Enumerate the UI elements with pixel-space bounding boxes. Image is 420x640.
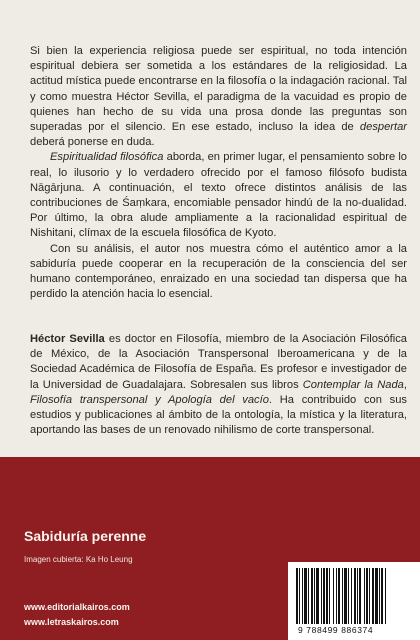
barcode-bar (336, 568, 337, 624)
barcode-bar (344, 568, 347, 624)
barcode-bar (342, 568, 343, 624)
barcode-bar (385, 568, 386, 624)
barcode-bar (308, 568, 309, 624)
barcode-bar (379, 568, 380, 624)
barcode-bar (338, 568, 340, 624)
barcode-bar (357, 568, 358, 624)
cover-credit: Imagen cubierta: Ka Ho Leung (24, 555, 133, 564)
barcode-bar (296, 568, 298, 624)
barcode-bar (329, 568, 330, 624)
synopsis (30, 44, 407, 302)
synopsis-paragraph-2: Espiritualidad filosófica aborda, en primer lugar, el pensamiento sobre lo real, lo ilusorio y lo verdadero ofrecido por el famoso filósofo budista Nāgārjuna. A continuación, el texto ofrece distintos análisis de las contribuciones de Śaṃkara, encomiable pensador hindú de la no-dualidad. Por último, la obra alude ampliamente a la racionalidad espiritual de Nishitani, clímax de la escuela filosófica de Kyoto. (30, 151, 408, 240)
barcode-bar (369, 568, 370, 624)
barcode (288, 562, 420, 640)
synopsis-paragraph-3: Con su análisis, el autor nos muestra cómo el auténtico amor a la sabiduría puede cooperar en la recuperación de la consciencia del ser humano contemporáneo, enraizado en una sociedad tan dispersa que ha perdido la atención hacia lo esencial. (30, 242, 407, 301)
barcode-bar (323, 568, 325, 624)
book-title-2: Filosofía transpersonal y Apología del vacío (30, 393, 269, 406)
author-bio-paragraph: Héctor Sevilla es doctor en Filosofía, miembro de la Asociación Filosófica de México, de la Asociación Transpersonal Iberoamericana y de la Sociedad Académica de Filosofía de España. Es profesor e investigador de la Universidad de Guadalajara. Sobresalen sus libros Contemplar la Nada, Filosofía transpersonal y Apología del vacío. Ha contribuido con sus estudios y publicaciones al ámbito de la ontología, la mística y la literatura, aportando las bases de un renovado nihilismo de corte transpersonal. (30, 333, 408, 437)
barcode-bar (375, 568, 378, 624)
barcode-bar (348, 568, 349, 624)
barcode-bar (351, 568, 352, 624)
barcode-bar (372, 568, 374, 624)
website-link-editorialkairos[interactable]: www.editorialkairos.com (24, 602, 130, 612)
barcode-bar (321, 568, 322, 624)
barcode-bar (316, 568, 319, 624)
barcode-bar (333, 568, 334, 624)
barcode-bar (381, 568, 383, 624)
author-bio (30, 332, 407, 438)
barcode-bar (314, 568, 315, 624)
barcode-bar (366, 568, 368, 624)
barcode-bar (311, 568, 313, 624)
collection-name: Sabiduría perenne (24, 528, 147, 544)
emphasis-despertar: despertar (359, 121, 407, 134)
barcode-bar (304, 568, 307, 624)
barcode-bar (359, 568, 361, 624)
isbn-number: 9 788499 886374 (298, 625, 374, 635)
synopsis-paragraph-1: Si bien la experiencia religiosa puede ser espiritual, no toda intención espiritual debiera ser sometida a los estándares de la religiosidad. La actitud mística puede encontrarse en la filosofía o la indagación racional. Tal y como muestra Héctor Sevilla, el paradigma de la vacuidad es propio de quienes han hecho de su vida una prosa donde las preguntas son superadas por el silencio. En ese estado, incluso la idea de despertar deberá ponerse en duda. (30, 45, 407, 149)
barcode-bar (302, 568, 303, 624)
barcode-bar (299, 568, 300, 624)
website-link-letraskairos[interactable]: www.letraskairos.com (24, 617, 119, 627)
barcode-bars (296, 568, 412, 624)
barcode-bar (326, 568, 328, 624)
barcode-bar (354, 568, 356, 624)
book-title-emphasis: Espiritualidad filosófica (50, 151, 164, 164)
barcode-bar (364, 568, 365, 624)
book-title-1: Contemplar la Nada (302, 378, 404, 391)
author-name: Héctor Sevilla (30, 333, 105, 345)
